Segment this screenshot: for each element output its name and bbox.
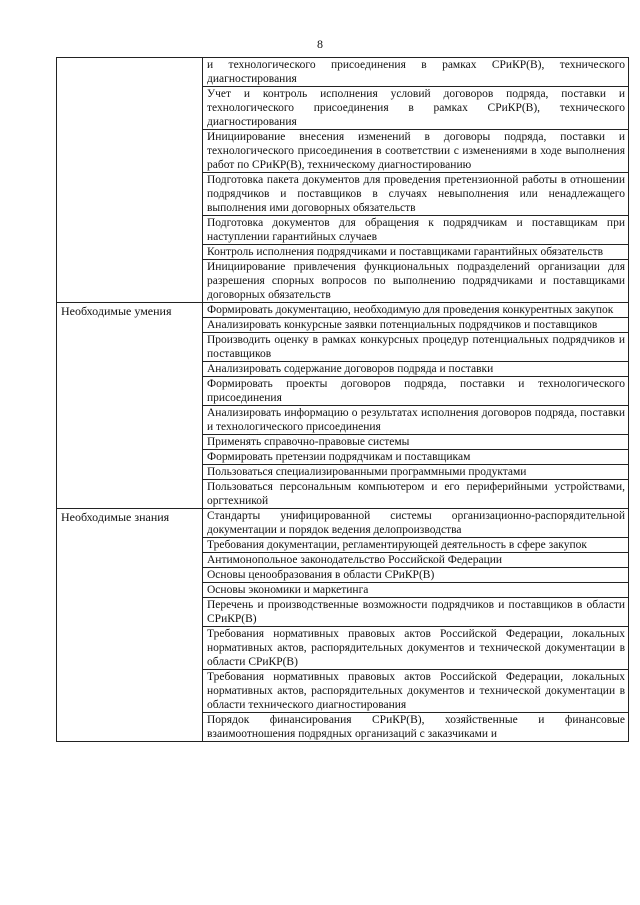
list-item: Формировать проекты договоров подряда, поставки и технологического присоединения xyxy=(203,376,628,405)
list-item: Формировать документацию, необходимую для проведения конкурентных закупок xyxy=(207,304,614,316)
list-item: Пользоваться персональным компьютером и его периферийными устройствами, оргтехникой xyxy=(203,479,628,508)
list-item: Подготовка документов для обращения к подрядчикам и поставщикам при наступлении гарантийных случаев xyxy=(203,215,628,244)
list-item: Анализировать содержание договоров подряда и поставки xyxy=(203,361,628,376)
list-item: Требования нормативных правовых актов Российской Федерации, локальных нормативных актов, распорядительных документов и технической документации в области технического диагностирования xyxy=(203,669,628,712)
section-label: Необходимые умения xyxy=(57,303,203,509)
list-item: Требования нормативных правовых актов Российской Федерации, локальных нормативных актов, распорядительных документов и технической документации в области СРиКР(В) xyxy=(203,626,628,669)
table-row xyxy=(57,58,629,303)
competency-table xyxy=(56,57,629,742)
list-item: Анализировать информацию о результатах исполнения договоров подряда, поставки и технологического присоединения xyxy=(203,405,628,434)
list-item: Контроль исполнения подрядчиками и поставщиками гарантийных обязательств xyxy=(203,244,628,259)
list-item: Стандарты унифицированной системы организационно-распорядительной документации и порядок ведения делопроизводства xyxy=(207,510,625,536)
list-item: Антимонопольное законодательство Российской Федерации xyxy=(203,552,628,567)
list-item: Требования документации, регламентирующей деятельность в сфере закупок xyxy=(203,537,628,552)
list-item: Анализировать конкурсные заявки потенциальных подрядчиков и поставщиков xyxy=(203,317,628,332)
section-label xyxy=(57,58,203,303)
list-item: Инициирование внесения изменений в договоры подряда, поставки и технологического присоединения в соответствии с изменениями в ходе выполнения работ по СРиКР(В), техническому диагностированию xyxy=(203,129,628,172)
section-items xyxy=(203,303,629,509)
list-item: Производить оценку в рамках конкурсных процедур потенциальных подрядчиков и поставщиков xyxy=(203,332,628,361)
table-body xyxy=(57,58,629,742)
table-row xyxy=(57,303,629,509)
section-label: Необходимые знания xyxy=(57,509,203,742)
list-item: Учет и контроль исполнения условий договоров подряда, поставки и технологического присоединения в рамках СРиКР(В), технического диагностирования xyxy=(203,86,628,129)
list-item: Основы экономики и маркетинга xyxy=(203,582,628,597)
list-item: Перечень и производственные возможности подрядчиков и поставщиков в области СРиКР(В) xyxy=(203,597,628,626)
list-item: Формировать претензии подрядчикам и поставщикам xyxy=(203,449,628,464)
section-items xyxy=(203,509,629,742)
list-item: Основы ценообразования в области СРиКР(В) xyxy=(203,567,628,582)
page-number: 8 xyxy=(317,37,323,51)
list-item: и технологического присоединения в рамках СРиКР(В), технического диагностирования xyxy=(207,59,625,85)
table-row xyxy=(57,509,629,742)
list-item: Порядок финансирования СРиКР(В), хозяйственные и финансовые взаимоотношения подрядных организаций с заказчиками и xyxy=(203,712,628,741)
list-item: Применять справочно-правовые системы xyxy=(203,434,628,449)
section-items xyxy=(203,58,629,303)
list-item: Инициирование привлечения функциональных подразделений организации для разрешения спорных вопросов по выполнению подрядчиками и поставщиками договорных обязательств xyxy=(203,259,628,302)
list-item: Подготовка пакета документов для проведения претензионной работы в отношении подрядчиков и поставщиков в случаях невыполнения или ненадлежащего выполнения ими договорных обязательств xyxy=(203,172,628,215)
list-item: Пользоваться специализированными программными продуктами xyxy=(203,464,628,479)
